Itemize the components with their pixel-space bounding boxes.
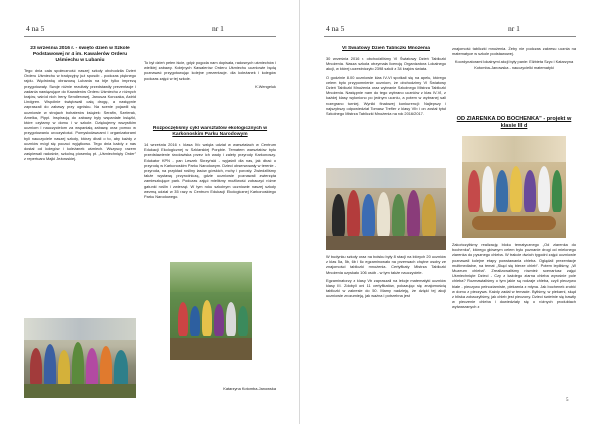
article-bochenek-body: Zakończyliśmy realizację bloku tematycznego „Od ziarenka do bochenka”, którego głównym celem było poznanie drogi od mielonego ziarenka do pysznego chleba. W trakcie dwóch tygodni zajęć uczniowie poznawali kolejne etapy powstawania chleba. Ogłądali prezentacje multimedialne, na temat „Skąd się bierze chleb”. Potem lepiliśmy, „W Muzeum chleba”. Zrealizowaliśmy również scenariusz zajęć Uśmiechnięte Dzieci - Czy z każdego ziarna chleba wyrośnie pole chleba? Rozmawialiśmy o tym jakie są rodzaje chleba, czyli pieczywo białe - pieczywo pełnoziarniste, piekarnia z młyna. Jak bochenek zrobić w domu z pieczywa. Każdy zadał w temacie. Byliśmy, w piekarni, skąd z bliska zobaczyliśmy, jak chleb jest pieczony. Dzieci świetnie się bawiły w pieczenie chleba i dowiedziały się o różnych produktach wytwarzanych z: [452, 242, 576, 310]
article-warsztaty-title: Rozpoczęliśmy cykl warsztatów ekologicznych w Karkonoskim Parku Narodowym: [152, 126, 268, 137]
article-tabliczka-end-body: znajomość tabliczki mnożenia. Żeby nie podczas zakresu ucznia na matematyce w szkole podstawowej.: [452, 46, 576, 57]
article-tabliczka-coordinators: Koordynatorami lokalnymi akcji były panie: Elżbieta Szyc i Katarzyna Kotomba-Janowska - nauczycielki matematyki: [454, 59, 574, 70]
article-tabliczka-cont: [326, 254, 446, 404]
right-page: [300, 0, 600, 424]
article-bochenek: [452, 242, 576, 394]
left-header-section: 4 na 5: [26, 24, 45, 33]
article-bochenek-header: [452, 116, 576, 132]
right-header-rule: [324, 36, 576, 37]
article-tabliczka-body-1: 30 września 2016 r. obchodziliśmy VI Światowy Dzień Tabliczki Mnożenia. Nasza szkoła otrzymała licencję Organizatora Lokalnego akcji, w której uczestniczyło 2398 szkół z 34 krajów świata.: [326, 56, 446, 72]
article-bochenek-title: OD ZIARENKA DO BOCHENKA" - projekt w klasie III d: [456, 116, 572, 129]
right-header-issue: nr 1: [508, 24, 520, 33]
article-order-usmiechu: [24, 46, 136, 314]
left-header-rule: [24, 36, 276, 37]
article-tabliczka-body-3: W budynku szkoły oraz na boisku były 8 stacji na których 20 uczniów z klas 5a, 5b, 6b i 6c egzaminowało na przerwach chętne osoby ze znajomości tabliczki mnożenia. Certyfikaty Mistrza Tabliczki Mnożenia uzyskało 106 osób - w tym także nauczyciele.: [326, 254, 446, 275]
article-order-signature: K.Wengeluk: [255, 83, 276, 89]
article-warsztaty-signature: Katarzyna Kotomba-Janowska: [223, 386, 276, 391]
page-number: 5: [566, 398, 569, 403]
left-header-issue: nr 1: [212, 24, 224, 33]
right-header-section: 4 na 5: [326, 24, 345, 33]
photo-bread-project: [462, 136, 566, 238]
article-tabliczka: [326, 46, 446, 166]
photo-forest-workshop: [170, 262, 252, 360]
article-tabliczka-title: VI Światowy Dzień Tabliczki Mnożenia: [342, 46, 430, 51]
article-tabliczka-body-2: O godzinie 8.00 uczniowie klas IV-VI spotkali się na apelu, którego celem było przypomnienie uczniom, że obchodzimy VI Światowy Dzień Tabliczki Mnożenia oraz wybranie Szkolnego Mistrza Tabliczki Mnożenia. Następnie nam do tego wybrano uczniów z klas IV-VI, z każdej klasy wyłoniono po jednym uczniu, a potem w wybranej sali rozegrano turniej. Wyniki finałowej konkurencji: Najlepszy i najszybszy odpowiedział Tomasz Trefler z klasy VIb i on został tytuł Szkolnego Mistrza Tabliczki Mnożenia na rok 2016/2017.: [326, 74, 446, 117]
article-tabliczka-body-4: Egzaminatorzy z klasy Vb zapraszali na lekcje matematyki uczniów klasy III. Zdobyli oni 11 certyfikatów, pokazując się znajomością tabliczki w zakresie do 50. Mamy nadzieję, że dzięki tej akcji uczniowie zrozumieją, jak ważna i potrzebna jest: [326, 277, 446, 299]
article-order-title: 23 września 2016 r. - święto dzień w Szkole Podstawowej nr 4 im. Kawalerów Orderu Uśmiechu w Lubaniu: [30, 46, 130, 63]
article-order-continued-body: To był dzień pełen iście, gdyż pogoda nam dopisała, radosnych uśmiechów i wielkiej zabawy. Kolejnych Kawalerów Orderu Uśmiechu uczniowie będą poznawać przygotowując kolejne prezentacje. dla koleżanek i kolegów podczas zajęć w tej szkole.: [144, 60, 276, 81]
article-warsztaty-body: 14 września 2016 r. klasa IVc wzięła udział w warsztatach w Centrum Edukacji Ekologicznej w Szklarskiej Porębie. Tematem warsztatów było przedstawienie środowiska przez ich wady i zalety przyrody Karkonoszy. Edukator KPN - pan Leszek Skrzyński - wyjaśnił dla nas, jak dbać o przyrodę w Karkonoskim Parku Narodowym. Dzieci obserwowały w terenie - przyroda, na przykład rośliny lasów górskich, mchy i porosty. Zwiedziliśmy także wystawę przyrodniczą, gdzie uczniowie poznawali zwierzęta zamieszkujące park. Podczas zajęć mieliśmy możliwość zobaczyć różne gatunki roślin i zwierząt. W tym roku szkolnym uczniowie naszej szkoły wezmą udział w 35 razy w Centrum Edukacji Ekologicznej Karkonoskiego Parku Narodowego.: [144, 142, 276, 200]
article-order-body: Tego dnia cała społeczność naszej szkoły obchodziła Dzień Orderu Uśmiechu w tradycyjny już sposób - podczas pięknego rajdu. Wędrówkę obrazową Lubania na bije tylko imprezą przygotowały. Swoje różnie rezultaty przedstawiły prezentacje i zadania nawiązujące do Kawalerów Orderu Uśmiechu z różnych krajów, wśród nich Ireny Sendlerowej, Janusza Korczaka, Astrid Lindgren. Wspólnie świętowali całą drogę, a następnie zapraszali do zabawy przy ognisku. Na scenie pojawili się uczniowie w strojach bohaterów książek: Serafin, Szelerak, Amelka, Pippi. Inspiracją do zabawy były wspaniałe książki, które czytamy w domu i w szkole. Dziękujemy wszystkim uczniom i nauczycielom za wspaniałą zabawę oraz pomoc w przygotowaniu uroczystości. Pomysłodawcami i organizatorami byli nauczyciele naszej szkoły, którzy dbali o to, aby każdy z uczniów mógł się poczuć wyjątkowo. Tego dnia każdy z nas dostał od kolegów i koleżanek uśmiech. Wszyscy razem zaśpiewali radośnie, szkolną piosenkę pt. „Uśmiechnięty Order” z repertuaru Majki Jeżowskiej.: [24, 68, 136, 162]
photo-students-group: [24, 318, 136, 398]
article-order-continued: [144, 60, 276, 120]
photo-students-certificates: [326, 168, 446, 250]
article-warsztaty: [144, 126, 276, 254]
article-warsztaty-signature-wrap: [170, 386, 276, 394]
article-tabliczka-end: [452, 46, 576, 106]
